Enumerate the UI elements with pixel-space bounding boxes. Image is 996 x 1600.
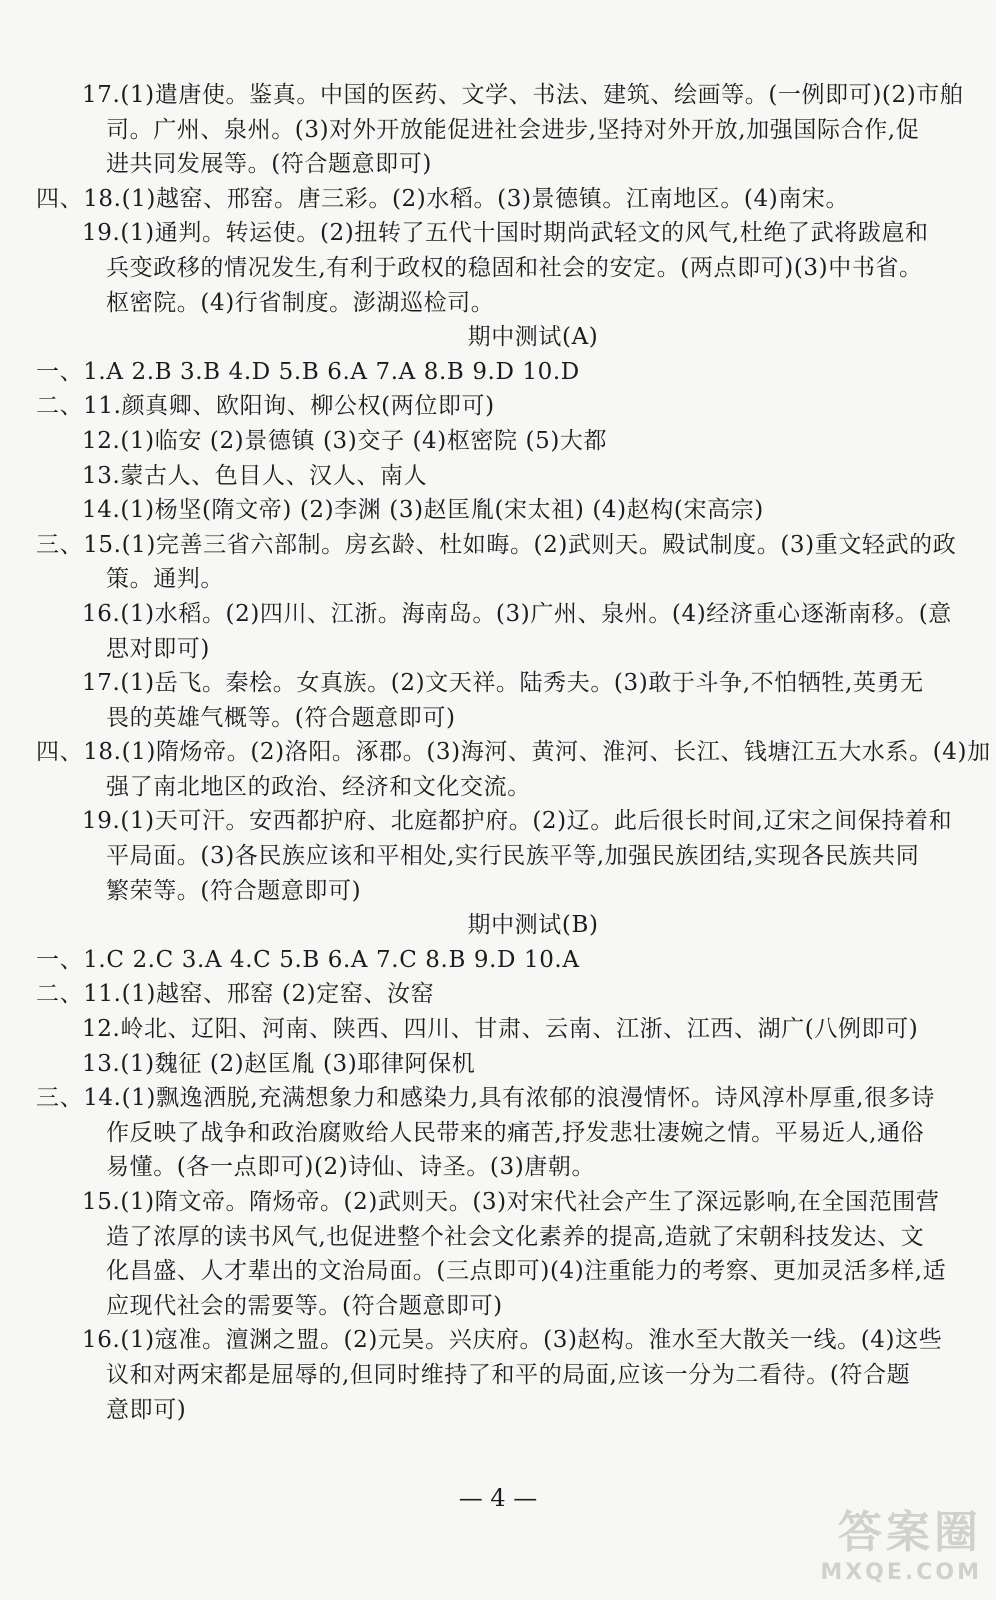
answer-line: 13.蒙古人、色目人、汉人、南人 <box>82 462 428 489</box>
answer-line: 15.(1)隋文帝。隋炀帝。(2)武则天。(3)对宋代社会产生了深远影响,在全国范围营 <box>82 1189 940 1215</box>
answer-line: 兵变政移的情况发生,有利于政权的稳固和社会的安定。(两点即可)(3)中书省。 <box>106 254 923 281</box>
answer-line: 19.(1)通判。转运使。(2)扭转了五代十国时期尚武轻文的风气,杜绝了武将跋扈和 <box>82 220 929 247</box>
answer-line: 14.(1)杨坚(隋文帝) (2)李渊 (3)赵匡胤(宋太祖) (4)赵构(宋高宗) <box>82 497 764 524</box>
answer-line: 意即可) <box>106 1396 187 1423</box>
answer-line: 议和对两宋都是屈辱的,但同时维持了和平的局面,应该一分为二看待。(符合题 <box>106 1361 911 1388</box>
answer-line: 13.(1)魏征 (2)赵匡胤 (3)耶律阿保机 <box>82 1050 476 1077</box>
answer-line: 易懂。(各一点即可)(2)诗仙、诗圣。(3)唐朝。 <box>106 1154 596 1181</box>
answer-line: 司。广州、泉州。(3)对外开放能促进社会进步,坚持对外开放,加强国际合作,促 <box>106 116 920 143</box>
answer-line: 繁荣等。(符合题意即可) <box>106 877 362 904</box>
answer-line: 17.(1)遣唐使。鉴真。中国的医药、文学、书法、建筑、绘画等。(一例即可)(2)市舶 <box>82 82 964 108</box>
answer-line: 二、11.颜真卿、欧阳询、柳公权(两位即可) <box>36 393 495 420</box>
answer-line: 二、11.(1)越窑、邢窑 (2)定窑、汝窑 <box>36 981 435 1008</box>
section-title: 期中测试(B) <box>467 912 599 939</box>
page-number: — 4 — <box>458 1484 538 1512</box>
answer-line: 枢密院。(4)行省制度。澎湖巡检司。 <box>106 289 495 316</box>
answer-line: 四、18.(1)越窑、邢窑。唐三彩。(2)水稻。(3)景德镇。江南地区。(4)南宋。 <box>36 185 850 212</box>
answer-line: 作反映了战争和政治腐败给人民带来的痛苦,抒发悲壮凄婉之情。平易近人,通俗 <box>106 1119 925 1146</box>
answer-line: 12.(1)临安 (2)景德镇 (3)交子 (4)枢密院 (5)大都 <box>82 427 608 454</box>
answer-line: 畏的英雄气概等。(符合题意即可) <box>106 704 456 731</box>
watermark-text-top: 答案圈 <box>838 1507 982 1558</box>
answer-line: 化昌盛、人才辈出的文治局面。(三点即可)(4)注重能力的考察、更加灵活多样,适 <box>106 1258 947 1285</box>
answer-line: 四、18.(1)隋炀帝。(2)洛阳。涿郡。(3)海河、黄河、淮河、长江、钱塘江五大水系。(4)加 <box>36 739 991 766</box>
answer-line: 19.(1)天可汗。安西都护府、北庭都护府。(2)辽。此后很长时间,辽宋之间保持着和 <box>82 808 953 835</box>
answer-line: 平局面。(3)各民族应该和平相处,实行民族平等,加强民族团结,实现各民族共同 <box>106 843 920 870</box>
answer-line: 12.岭北、辽阳、河南、陕西、四川、甘肃、云南、江浙、江西、湖广(八例即可) <box>82 1016 919 1043</box>
answer-line: 强了南北地区的政治、经济和文化交流。 <box>106 773 531 800</box>
answer-line: 一、1.A 2.B 3.B 4.D 5.B 6.A 7.A 8.B 9.D 10.D <box>36 358 580 385</box>
answer-line: 应现代社会的需要等。(符合题意即可) <box>106 1292 503 1319</box>
watermark-logo <box>762 1496 982 1586</box>
answer-content <box>36 78 991 1427</box>
answer-line: 进共同发展等。(符合题意即可) <box>106 151 432 178</box>
section-title: 期中测试(A) <box>467 324 599 351</box>
answer-line: 17.(1)岳飞。秦桧。女真族。(2)文天祥。陆秀夫。(3)敢于斗争,不怕牺牲,英勇无 <box>82 670 924 697</box>
answer-line: 16.(1)水稻。(2)四川、江浙。海南岛。(3)广州、泉州。(4)经济重心逐渐南移。(意 <box>82 600 952 627</box>
answer-line: 一、1.C 2.C 3.A 4.C 5.B 6.A 7.C 8.B 9.D 10.A <box>36 946 580 973</box>
answer-line: 策。通判。 <box>106 566 224 593</box>
answer-line: 造了浓厚的读书风气,也促进整个社会文化素养的提高,造就了宋朝科技发达、文 <box>106 1223 925 1250</box>
answer-line: 16.(1)寇准。澶渊之盟。(2)元昊。兴庆府。(3)赵构。淮水至大散关一线。(4)这些 <box>82 1327 943 1354</box>
watermark-text-bottom: MXQE.COM <box>820 1560 982 1585</box>
answer-line: 三、14.(1)飘逸洒脱,充满想象力和感染力,具有浓郁的浪漫情怀。诗风淳朴厚重,很多诗 <box>36 1085 935 1112</box>
answer-line: 三、15.(1)完善三省六部制。房玄龄、杜如晦。(2)武则天。殿试制度。(3)重文轻武的政 <box>36 531 957 558</box>
answer-line: 思对即可) <box>106 635 210 662</box>
